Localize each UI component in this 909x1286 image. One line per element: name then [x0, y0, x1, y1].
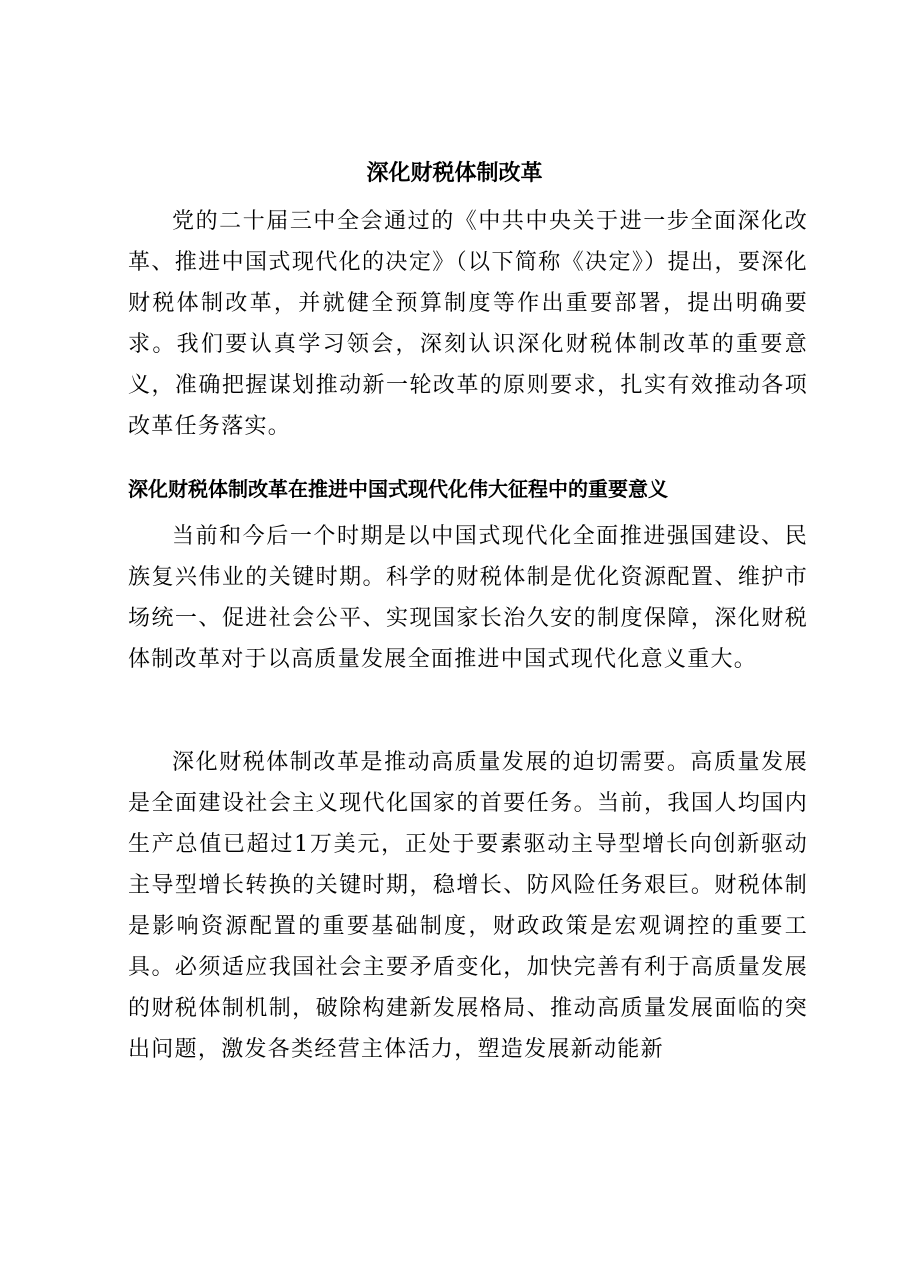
body-paragraph-1: 当前和今后一个时期是以中国式现代化全面推进强国建设、民族复兴伟业的关键时期。科学的财税体制是优化资源配置、维护市场统一、促进社会公平、实现国家长治久安的制度保障，深化财税体制改革对于以高质量发展全面推进中国式现代化意义重大。	[128, 524, 808, 672]
intro-paragraph: 党的二十届三中全会通过的《中共中央关于进一步全面深化改革、推进中国式现代化的决定》（以下简称《决定》）提出，要深化财税体制改革，并就健全预算制度等作出重要部署，提出明确要求。我们要认真学习领会，深刻认识深化财税体制改革的重要意义，准确把握谋划推动新一轮改革的原则要求，扎实有效推动各项改革任务落实。	[128, 209, 808, 439]
body-paragraph-2: 深化财税体制改革是推动高质量发展的迫切需要。高质量发展是全面建设社会主义现代化国家的首要任务。当前，我国人均国内生产总值已超过1万美元，正处于要素驱动主导型增长向创新驱动主导型增长转换的关键时期，稳增长、防风险任务艰巨。财税体制是影响资源配置的重要基础制度，财政政策是宏观调控的重要工具。必须适应我国社会主要矛盾变化，加快完善有利于高质量发展的财税体制机制，破除构建新发展格局、推动高质量发展面临的突出问题，激发各类经营主体活力，塑造发展新动能新	[128, 750, 808, 1062]
document-title: 深化财税体制改革	[366, 160, 543, 186]
section-heading: 深化财税体制改革在推进中国式现代化伟大征程中的重要意义	[128, 477, 668, 501]
